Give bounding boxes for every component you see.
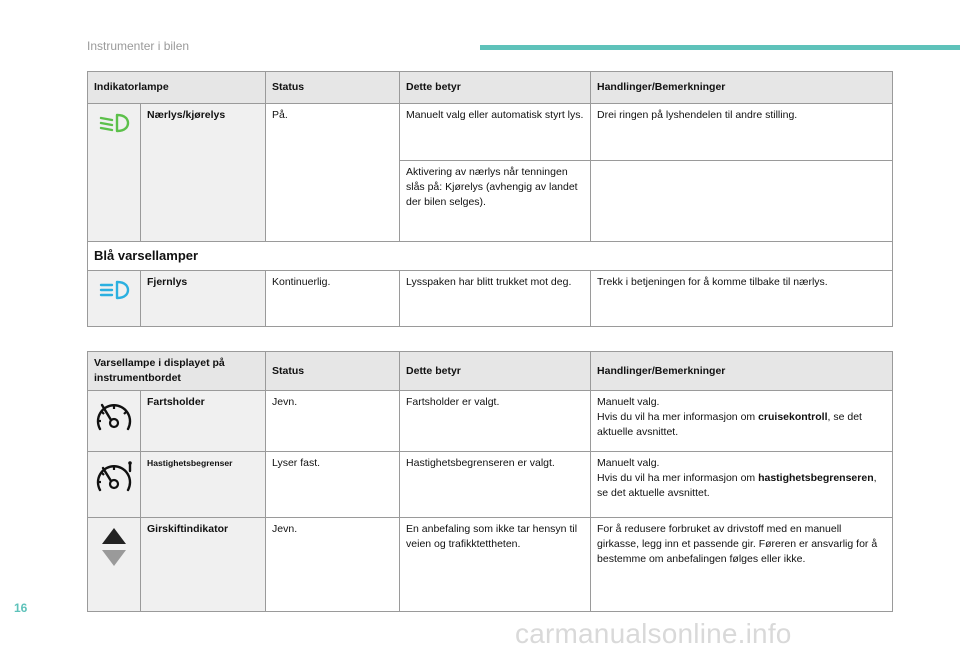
page-number: 16 [14,601,28,615]
limiter-icon-cell [88,452,141,518]
col-header-meaning: Dette betyr [400,72,591,104]
limiter-status: Lyser fast. [266,452,400,518]
limiter-action-post: , se det aktuelle avsnittet. [597,472,877,499]
high-beam-icon-cell [88,271,141,327]
low-beam-status: På. [266,104,400,242]
table-row [88,452,893,518]
blue-lamps-section-title: Blå varsellamper [88,242,893,271]
high-beam-action: Trekk i betjeningen for å komme tilbake til nærlys. [591,271,893,327]
low-beam-action-2 [591,161,893,242]
limiter-action [591,452,893,518]
gearshift-icon-cell [88,518,141,612]
limiter-meaning: Hastighetsbegrenseren er valgt. [400,452,591,518]
cruise-icon-cell [88,391,141,452]
col-header-status: Status [266,72,400,104]
high-beam-meaning: Lysspaken har blitt trukket mot deg. [400,271,591,327]
table-row [88,391,893,452]
gearshift-name: Girskiftindikator [141,518,266,612]
col-header-status: Status [266,352,400,391]
limiter-action-line2 [597,471,886,501]
speed-limiter-speedometer-icon [92,460,136,500]
section-title: Instrumenter i bilen [87,39,190,53]
low-beam-name: Nærlys/kjørelys [141,104,266,242]
low-beam-meaning-2: Aktivering av nærlys når tenningen slås på: Kjørelys (avhengig av landet der bilen selges). [400,161,591,242]
high-beam-headlamp-icon [98,279,130,301]
limiter-action-keyword: hastighetsbegrenseren [758,472,874,484]
limiter-action-line1: Manuelt valg. [597,457,660,469]
limiter-name: Hastighetsbegrenser [141,452,266,518]
gearshift-action: For å redusere forbruket av drivstoff med en manuell girkasse, legg inn et passende gir. Føreren er ansvarlig for å bestemme om anbefalingen følges eller ikke. [591,518,893,612]
cruise-control-speedometer-icon [92,399,136,439]
indicator-lamps-table [87,71,893,327]
cruise-status: Jevn. [266,391,400,452]
low-beam-headlamp-icon [98,112,130,134]
cruise-action-line2 [597,410,886,440]
display-lamps-table [87,351,893,612]
table-header-row [88,72,893,104]
cruise-name: Fartsholder [141,391,266,452]
high-beam-name: Fjernlys [141,271,266,327]
section-row [88,242,893,271]
table-row [88,271,893,327]
gear-shift-up-down-arrows-icon [99,526,129,570]
cruise-action-pre: Hvis du vil ha mer informasjon om [597,411,759,423]
table-row [88,104,893,161]
col-header-display-lamp: Varsellampe i displayet på instrumentbordet [88,352,266,391]
cruise-meaning: Fartsholder er valgt. [400,391,591,452]
cruise-action-keyword: cruisekontroll [758,411,828,423]
low-beam-icon-cell [88,104,141,242]
low-beam-meaning-1: Manuelt valg eller automatisk styrt lys. [400,104,591,161]
gearshift-status: Jevn. [266,518,400,612]
col-header-indicator: Indikatorlampe [88,72,266,104]
watermark: carmanualsonline.info [515,618,792,649]
high-beam-status: Kontinuerlig. [266,271,400,327]
limiter-action-pre: Hvis du vil ha mer informasjon om [597,472,759,484]
cruise-action-line1: Manuelt valg. [597,396,660,408]
cruise-action-post: , se det aktuelle avsnittet. [597,411,862,438]
cruise-action [591,391,893,452]
table-header-row [88,352,893,391]
low-beam-action-1: Drei ringen på lyshendelen til andre stilling. [591,104,893,161]
table-row [88,518,893,612]
header-accent-bar [480,45,960,50]
col-header-actions: Handlinger/Bemerkninger [591,72,893,104]
gearshift-meaning: En anbefaling som ikke tar hensyn til veien og trafikktettheten. [400,518,591,612]
col-header-actions: Handlinger/Bemerkninger [591,352,893,391]
col-header-meaning: Dette betyr [400,352,591,391]
